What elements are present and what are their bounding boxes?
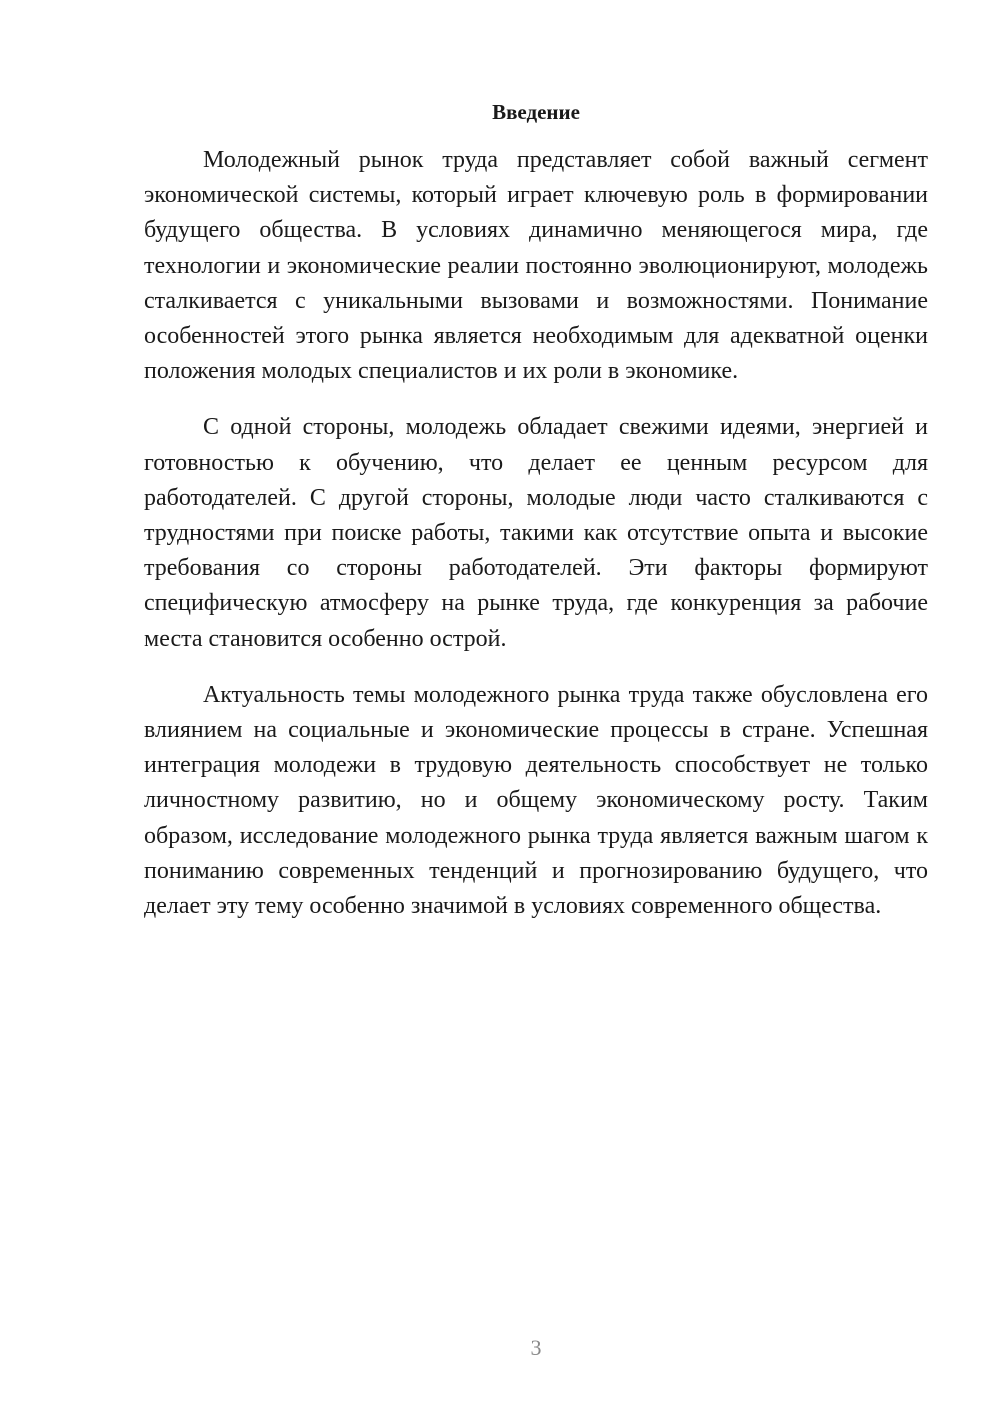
- page-number: 3: [530, 1335, 542, 1360]
- paragraph-1: Молодежный рынок труда представляет собой важный сегмент экономической системы, который играет ключевую роль в формировании будущего общества. В условиях динамично меняющегося мира, где технологии и экономические реалии постоянно эволюционируют, молодежь сталкивается с уникальными вызовами и возможностями. Понимание особенностей этого рынка является необходимым для адекватной оценки положения молодых специалистов и их роли в экономике.: [144, 147, 928, 385]
- body-text: [144, 143, 928, 924]
- section-heading: Введение: [492, 100, 580, 124]
- paragraph-3: Актуальность темы молодежного рынка труда также обусловлена его влиянием на социальные и экономические процессы в стране. Успешная интеграция молодежи в трудовую деятельность способствует не только личностному развитию, но и общему экономическому росту. Таким образом, исследование молодежного рынка труда является важным шагом к пониманию современных тенденций и прогнозированию будущего, что делает эту тему особенно значимой в условиях современного общества.: [144, 681, 928, 920]
- paragraph-2: С одной стороны, молодежь обладает свежими идеями, энергией и готовностью к обучению, что делает ее ценным ресурсом для работодателей. С другой стороны, молодые люди часто сталкиваются с трудностями при поиске работы, такими как отсутствие опыта и высокие требования со стороны работодателей. Эти факторы формируют специфическую атмосферу на рынке труда, где конкуренция за рабочие места становится особенно острой.: [144, 414, 928, 652]
